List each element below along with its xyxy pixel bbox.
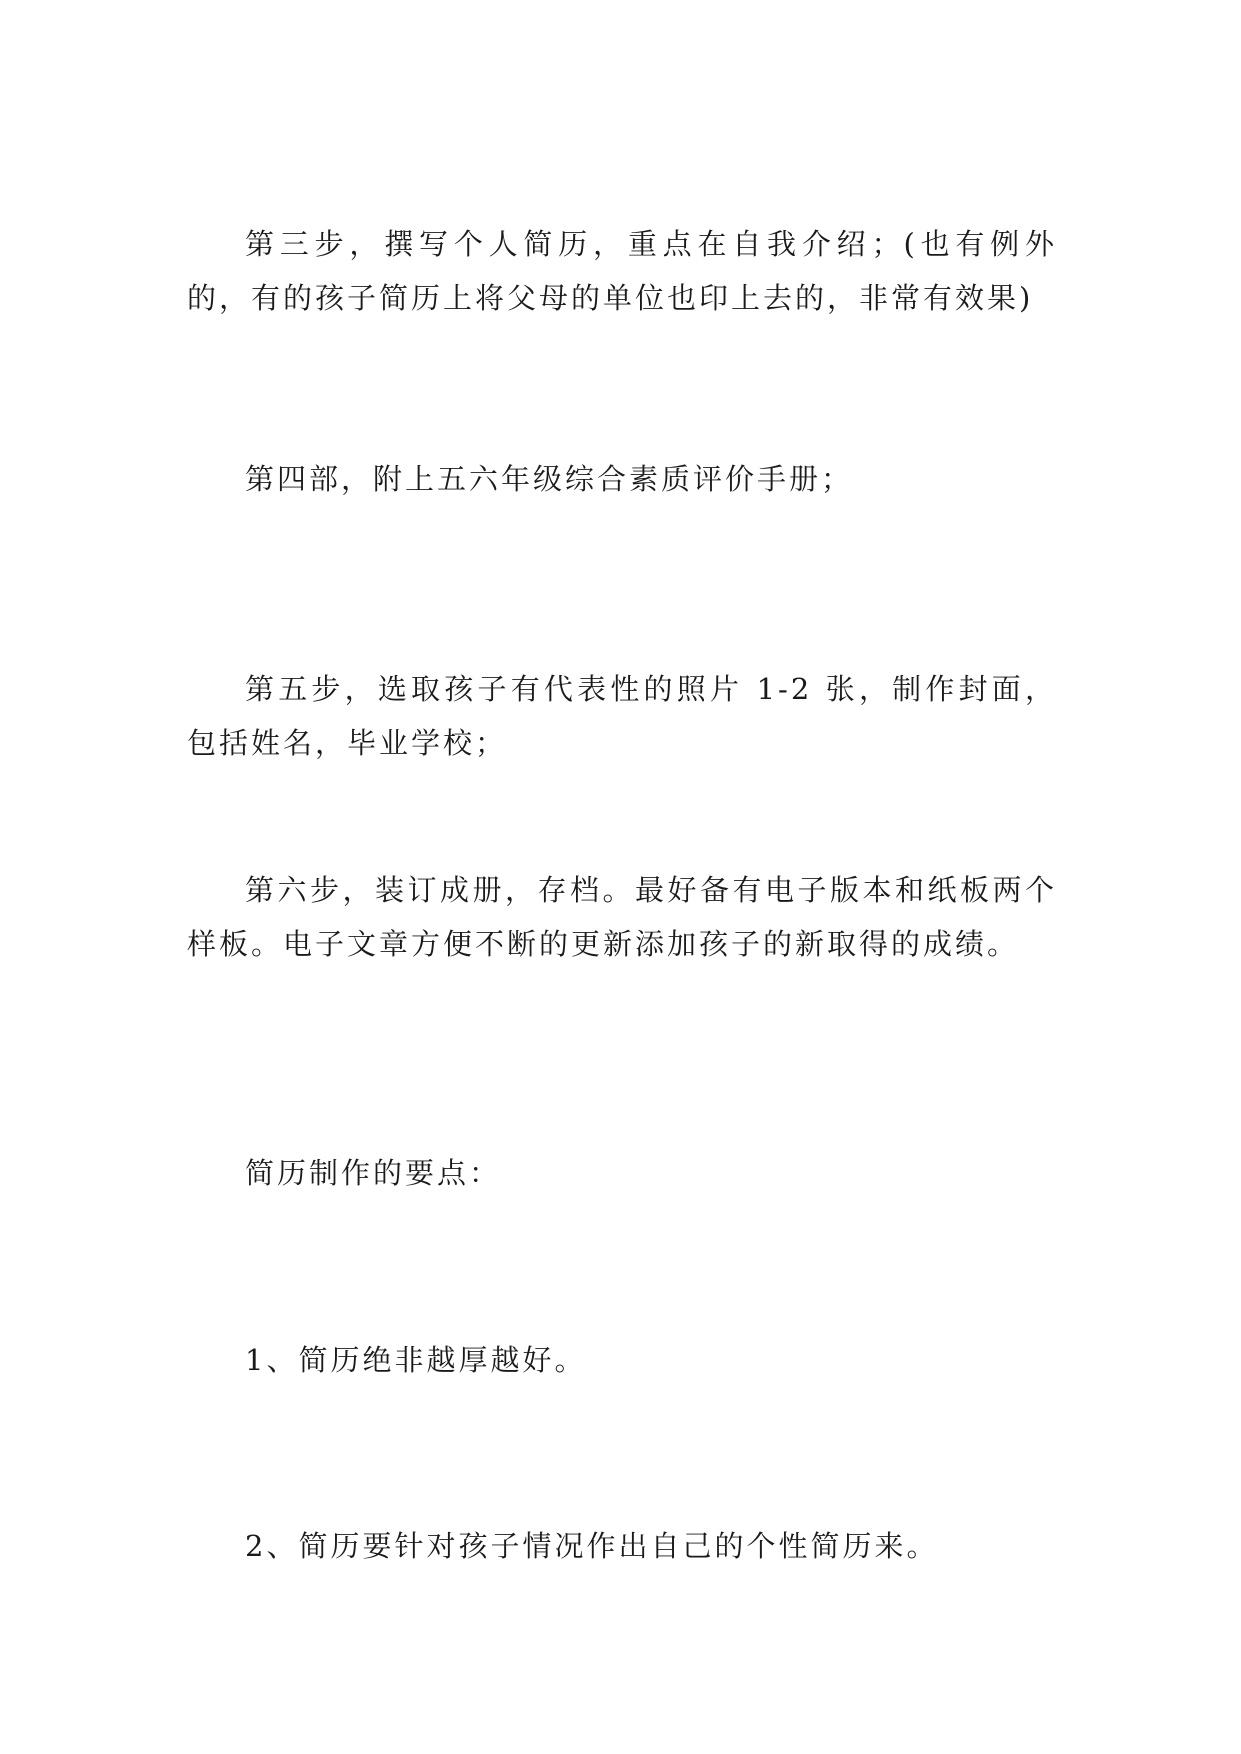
paragraph-step-six: 第六步，装订成册，存档。最好备有电子版本和纸板两个样板。电子文章方便不断的更新添加孩子的新取得的成绩。 xyxy=(187,873,1057,961)
paragraph-step-four: 第四部，附上五六年级综合素质评价手册； xyxy=(245,462,854,496)
section-heading-key-points: 简历制作的要点： xyxy=(245,1156,502,1190)
paragraph-step-three: 第三步，撰写个人简历，重点在自我介绍；(也有例外的，有的孩子简历上将父母的单位也印上去的，非常有效果) xyxy=(187,227,1057,315)
key-point-item-1: 1、简历绝非越厚越好。 xyxy=(245,1343,587,1377)
key-point-item-2: 2、简历要针对孩子情况作出自己的个性简历来。 xyxy=(245,1529,939,1563)
paragraph-step-five: 第五步，选取孩子有代表性的照片 1-2 张，制作封面，包括姓名，毕业学校； xyxy=(187,672,1057,760)
